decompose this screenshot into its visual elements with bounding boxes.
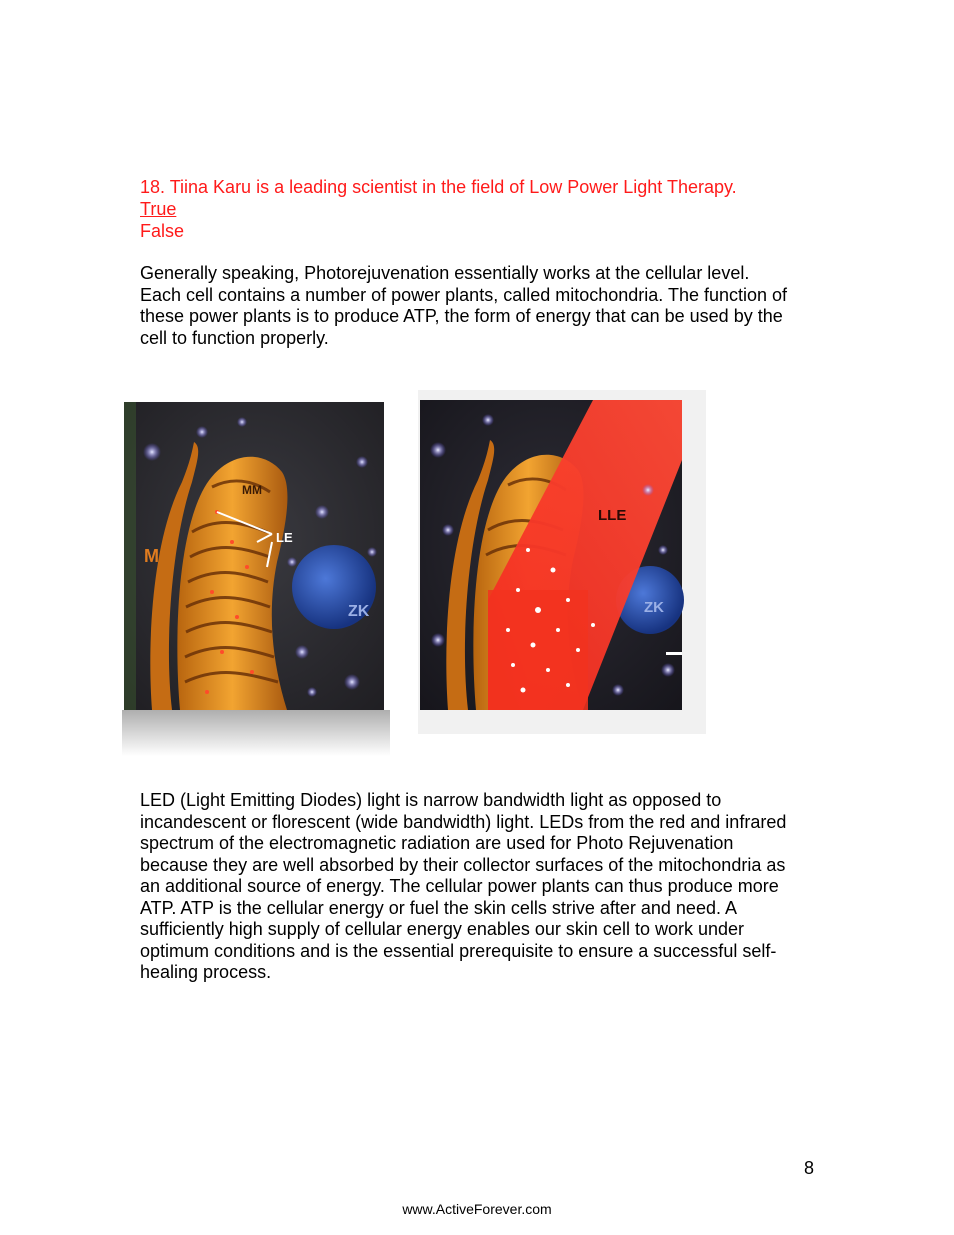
paragraph-line: these power plants is to produce ATP, the form of energy that can be used by the — [140, 306, 783, 326]
paragraph-led — [140, 790, 818, 984]
paragraph-line: an additional source of energy. The cellular power plants can thus produce more — [140, 876, 779, 896]
answer-option-false[interactable]: False — [140, 221, 185, 241]
paragraph-line: because they are well absorbed by their collector surfaces of the mitochondria as — [140, 854, 786, 875]
label-m: M — [144, 546, 159, 566]
paragraph-line: ATP. ATP is the cellular energy or fuel the skin cells strive after and need. A — [140, 897, 737, 918]
paragraph-line: optimum conditions and is the essential prerequisite to ensure a successful self- — [140, 940, 777, 961]
label-lle: LLE — [598, 507, 627, 524]
paragraph-line: Each cell contains a number of power plants, called mitochondria. The function of — [140, 284, 788, 305]
paragraph-mitochondria — [140, 263, 818, 349]
paragraph-line: LED (Light Emitting Diodes) light is narrow bandwidth light as opposed to — [140, 790, 722, 810]
paragraph-line: healing process. — [140, 962, 272, 982]
quiz-question — [140, 176, 840, 242]
paragraph-line: incandescent or florescent (wide bandwidth) light. LEDs from the red and infrared — [140, 811, 787, 832]
mitochondria-illustration — [122, 392, 390, 756]
mitochondria-light-illustration — [418, 390, 706, 734]
paragraph-line: sufficiently high supply of cellular energy enables our skin cell to work under — [140, 919, 744, 939]
answer-option-true[interactable]: True — [140, 199, 177, 219]
label-zk: ZK — [348, 603, 370, 620]
label-zk: ZK — [644, 599, 664, 616]
question-text: 18. Tiina Karu is a leading scientist in the field of Low Power Light Therapy. — [140, 177, 737, 197]
page-number: 8 — [803, 1158, 814, 1178]
paragraph-line: spectrum of the electromagnetic radiation are used for Photo Rejuvenation — [140, 833, 734, 853]
label-mm: MM — [242, 483, 262, 497]
paragraph-line: Generally speaking, Photorejuvenation essentially works at the cellular level. — [140, 263, 750, 283]
label-le: LE — [276, 530, 293, 545]
paragraph-line: cell to function properly. — [140, 327, 329, 348]
footer-url: www.ActiveForever.com — [402, 1201, 552, 1217]
